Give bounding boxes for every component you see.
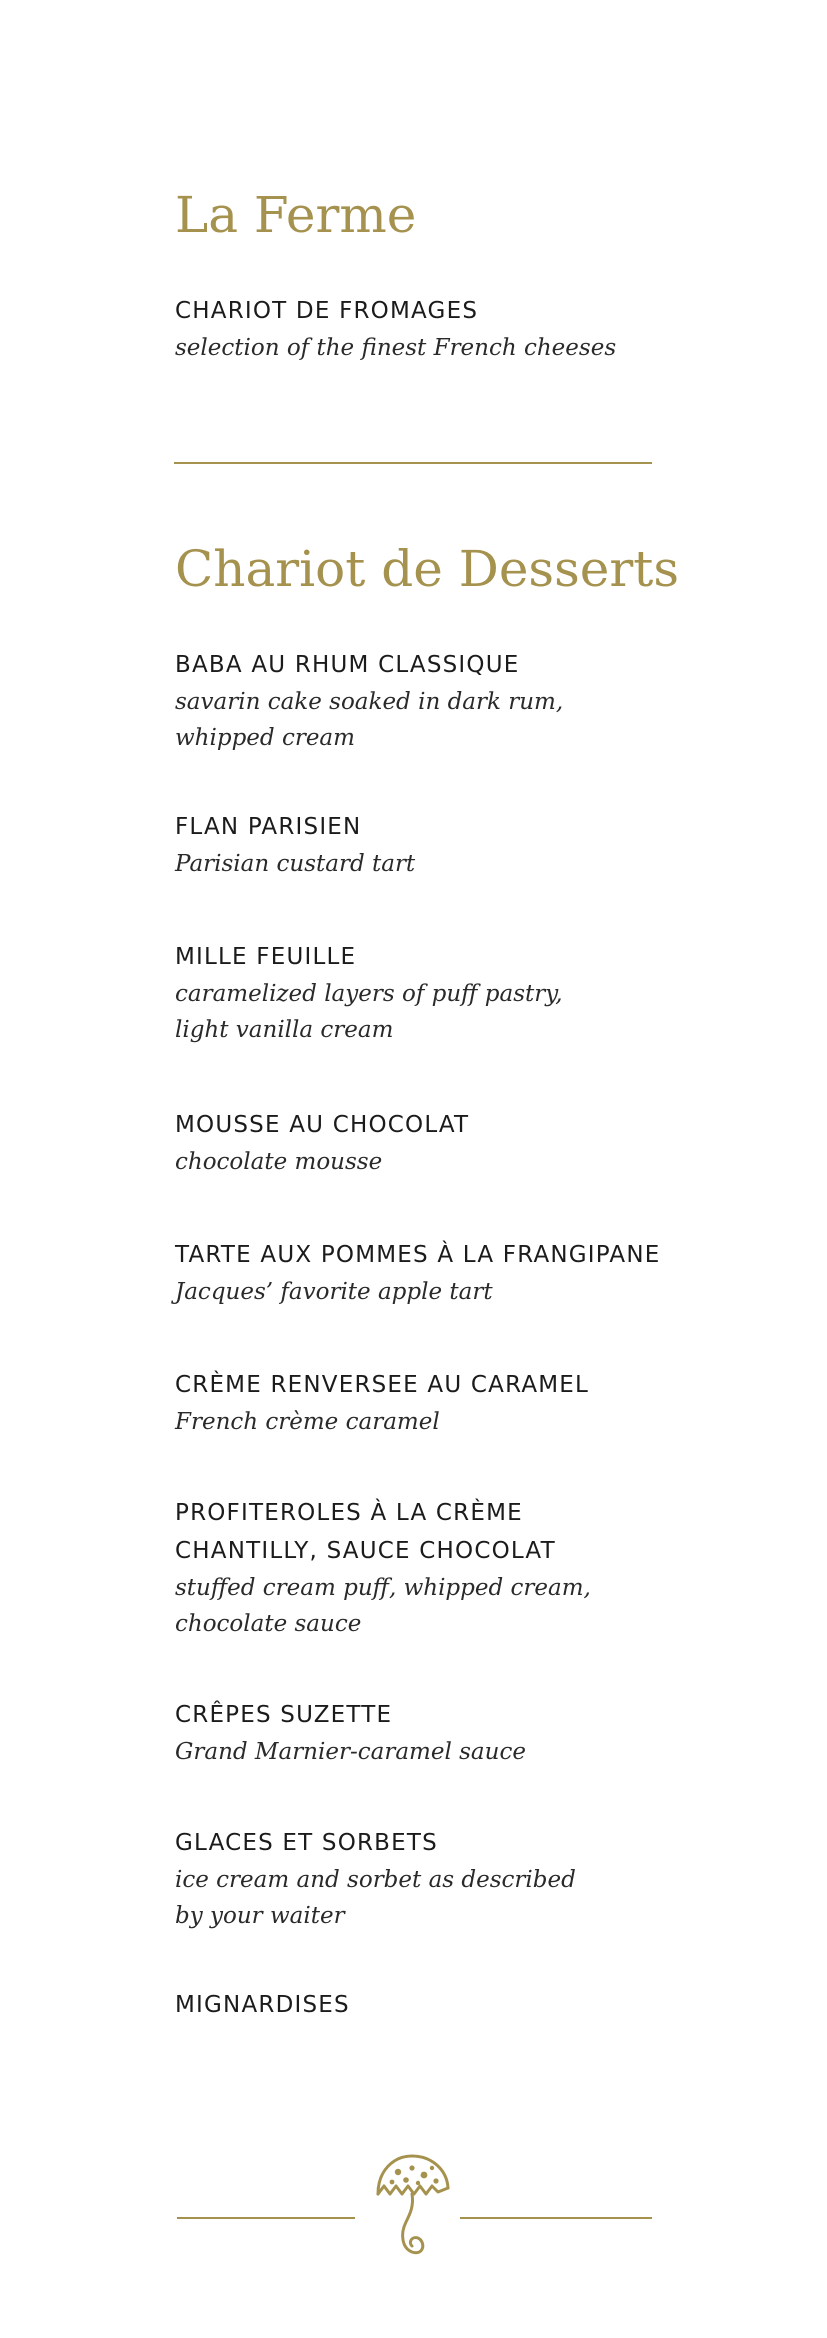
menu-item-name: TARTE AUX POMMES À LA FRANGIPANE [175,1242,661,1268]
menu-item-name [175,1494,735,1570]
menu-item-flan-parisien [175,808,735,882]
menu-item-mille-feuille [175,938,735,1048]
menu-item-name: CRÈME RENVERSEE AU CARAMEL [175,1372,590,1398]
menu-item-name: GLACES ET SORBETS [175,1830,438,1856]
menu-item-profiteroles [175,1494,735,1642]
menu-item-description-line: by your waiter [175,1903,345,1929]
footer-divider-left [177,2217,355,2219]
menu-item-description [175,684,735,756]
menu-item-description-line: ice cream and sorbet as described [175,1867,576,1893]
footer-divider-right [460,2217,652,2219]
menu-item-description-line: stuffed cream puff, whipped cream, [175,1575,591,1601]
menu-item-baba-au-rhum [175,646,735,756]
menu-item-description [175,1862,735,1934]
menu-item-name: MOUSSE AU CHOCOLAT [175,1112,470,1138]
menu-item-name: CRÊPES SUZETTE [175,1702,393,1728]
menu-item-description: selection of the finest French cheeses [175,335,617,361]
menu-item-description-line: chocolate sauce [175,1611,362,1637]
menu-item-description: French crème caramel [175,1409,440,1435]
menu-item-chariot-de-fromages [175,292,735,366]
menu-item-description-line: whipped cream [175,725,355,751]
menu-item-description-line: light vanilla cream [175,1017,394,1043]
menu-item-name: CHARIOT DE FROMAGES [175,298,479,324]
menu-item-description: Jacques’ favorite apple tart [175,1279,493,1305]
menu-item-glaces-et-sorbets [175,1824,735,1934]
menu-item-description-line: caramelized layers of puff pastry, [175,981,563,1007]
menu-item-description [175,1570,735,1642]
menu-item-description: chocolate mousse [175,1149,383,1175]
menu-item-creme-renversee [175,1366,735,1440]
menu-item-name: BABA AU RHUM CLASSIQUE [175,652,520,678]
section-title-chariot-de-desserts: Chariot de Desserts [175,540,679,598]
menu-item-name: MILLE FEUILLE [175,944,357,970]
menu-item-name-line: PROFITEROLES À LA CRÈME [175,1500,523,1526]
menu-item-mignardises [175,1986,735,2024]
menu-item-name-line: CHANTILLY, SAUCE CHOCOLAT [175,1538,556,1564]
menu-item-description [175,976,735,1048]
section-divider [174,462,652,464]
menu-item-name: FLAN PARISIEN [175,814,362,840]
menu-item-description: Grand Marnier-caramel sauce [175,1739,526,1765]
menu-item-mousse-au-chocolat [175,1106,735,1180]
menu-item-crepes-suzette [175,1696,735,1770]
menu-item-description: Parisian custard tart [175,851,416,877]
section-title-la-ferme: La Ferme [175,186,417,244]
menu-item-name: MIGNARDISES [175,1992,350,2018]
menu-item-description-line: savarin cake soaked in dark rum, [175,689,564,715]
mushroom-umbrella-icon [370,2148,454,2272]
menu-item-tarte-aux-pommes [175,1236,735,1310]
